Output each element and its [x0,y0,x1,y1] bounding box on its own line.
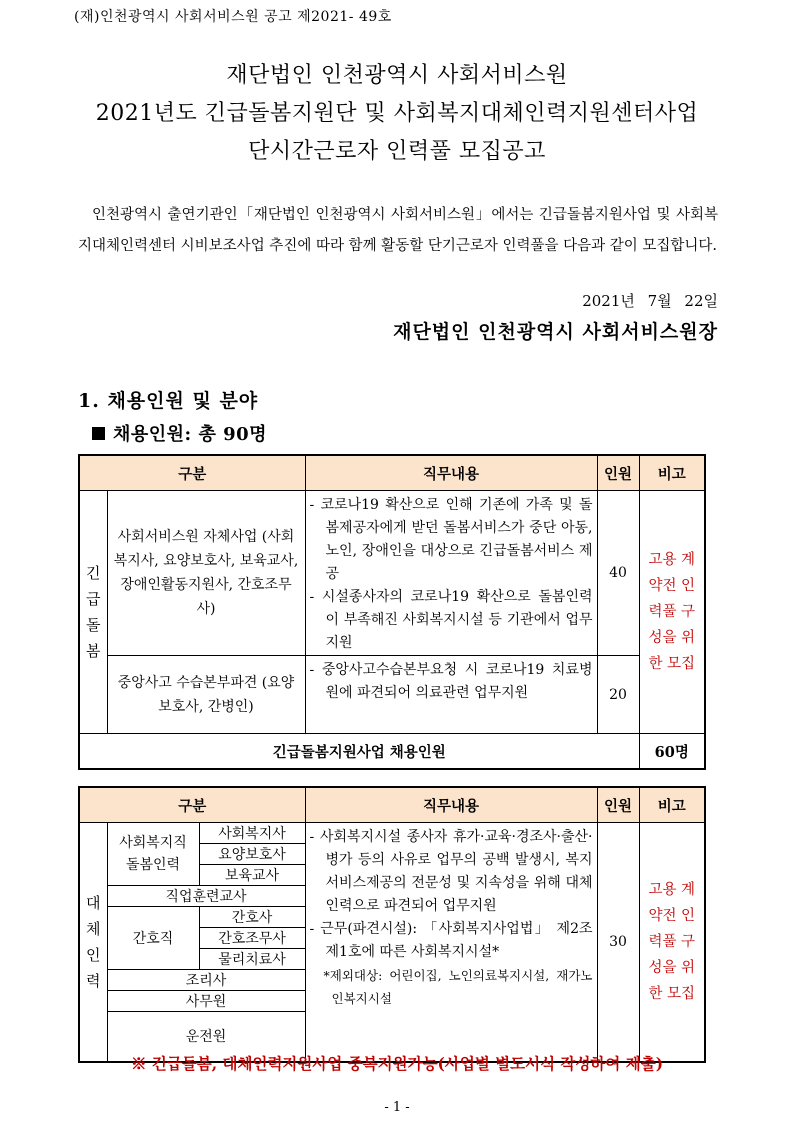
title-line-3: 단시간근로자 인력풀 모집공고 [248,139,546,164]
total-label: 긴급돌봄지원사업 채용인원 [79,734,639,770]
header-count-2: 인원 [597,787,639,823]
header-duty-2: 직무내용 [305,787,597,823]
row1-count: 40 [597,491,639,656]
signer: 재단법인 인천광역시 사회서비스원장 [393,321,718,343]
page-number: - 1 - [384,1100,410,1115]
row2-category: 중앙사고 수습본부파견 (요양보호사, 간병인) [107,656,305,734]
substitute-count: 30 [597,823,639,1062]
nurse-item-2: 간호조무사 [199,928,305,949]
title-line-2: 2021년도 긴급돌봄지원단 및 사회복지대체인력지원센터사업 [95,101,699,126]
header-note-2: 비고 [639,787,705,823]
subheading-text: 채용인원: 총 90명 [113,424,268,445]
sw-group: 사회복지직 돌봄인력 [107,823,199,886]
sw-item-2: 요양보호사 [199,844,305,865]
emergency-care-table [78,454,706,770]
row2-count: 20 [597,656,639,734]
sub-duty-line-2: - 근무(파견시설): 「사회복지사업법」 제2조제1호에 따른 사회복지시설* [309,921,593,960]
substitute-duty [305,823,597,1062]
nurse-group: 간호직 [107,907,199,970]
row1-duty-line-2: - 시설종사자의 코로나19 확산으로 돌봄인력이 부족해진 사회복지시설 등 기관에서 업무지원 [309,589,593,651]
cook: 조리사 [107,970,305,991]
header-note: 비고 [639,455,705,491]
table1-note: 고용 계약전 인력풀 구성을 위한 모집 [639,491,705,734]
sub-duty-line-1: - 사회복지시설 종사자 휴가·교육·경조사·출산·병가 등의 사유로 업무의 공백 발생시, 복지서비스제공의 전문성 및 지속성을 위해 대체인력으로 파견되어 업무지원 [309,829,593,914]
office-worker: 사무원 [107,991,305,1012]
header-category: 구분 [79,455,305,491]
sw-item-1: 사회복지사 [199,823,305,844]
table2-note: 고용 계약전 인력풀 구성을 위한 모집 [639,823,705,1062]
row1-category: 사회서비스원 자체사업 (사회복지사, 요양보호사, 보육교사, 장애인활동지원사, 간호조무사) [107,491,305,656]
row1-duty [305,491,597,656]
duplicate-application-notice: ※ 긴급돌봄, 대체인력지원사업 중복지원가능(사업별 별도서식 작성하여 제출) [130,1054,664,1073]
total-value: 60명 [639,734,705,770]
header-count: 인원 [597,455,639,491]
row1-duty-line-1: - 코로나19 확산으로 인해 기존에 가족 및 돌봄제공자에게 받던 돌봄서비스가 중단 아동, 노인, 장애인을 대상으로 긴급돌봄서비스 제공 [309,497,593,582]
group-label-2: 대체인력 [79,823,107,1062]
row2-duty: - 중앙사고수습본부요청 시 코로나19 치료병원에 파견되어 의료관련 업무지원 [305,656,597,734]
vocational-teacher: 직업훈련교사 [107,886,305,907]
header-category-2: 구분 [79,787,305,823]
subheading [92,420,267,446]
sw-item-3: 보육교사 [199,865,305,886]
substitute-staff-table [78,786,706,1063]
intro-paragraph: 인천광역시 출연기관인「재단법인 인천광역시 사회서비스원」에서는 긴급돌봄지원사업 및 사회복지대체인력센터 시비보조사업 추진에 따라 함께 활동할 단기근로자 인력풀을 다음과 같이 모집합니다. [78,207,718,254]
sub-duty-note: *제외대상: 어린이집, 노인의료복지시설, 재가노인복지시설 [323,968,593,1006]
nurse-item-1: 간호사 [199,907,305,928]
driver: 운전원 [107,1012,305,1062]
title-line-1: 재단법인 인천광역시 사회서비스원 [226,63,568,88]
square-bullet-icon [92,427,105,440]
announcement-date: 2021년 7월 22일 [582,292,718,310]
header-duty: 직무내용 [305,455,597,491]
announcement-number: (재)인천광역시 사회서비스원 공고 제2021- 49호 [74,9,392,25]
section-heading: 1. 채용인원 및 분야 [78,390,259,412]
group-label: 긴급돌봄 [79,491,107,734]
nurse-item-3: 물리치료사 [199,949,305,970]
